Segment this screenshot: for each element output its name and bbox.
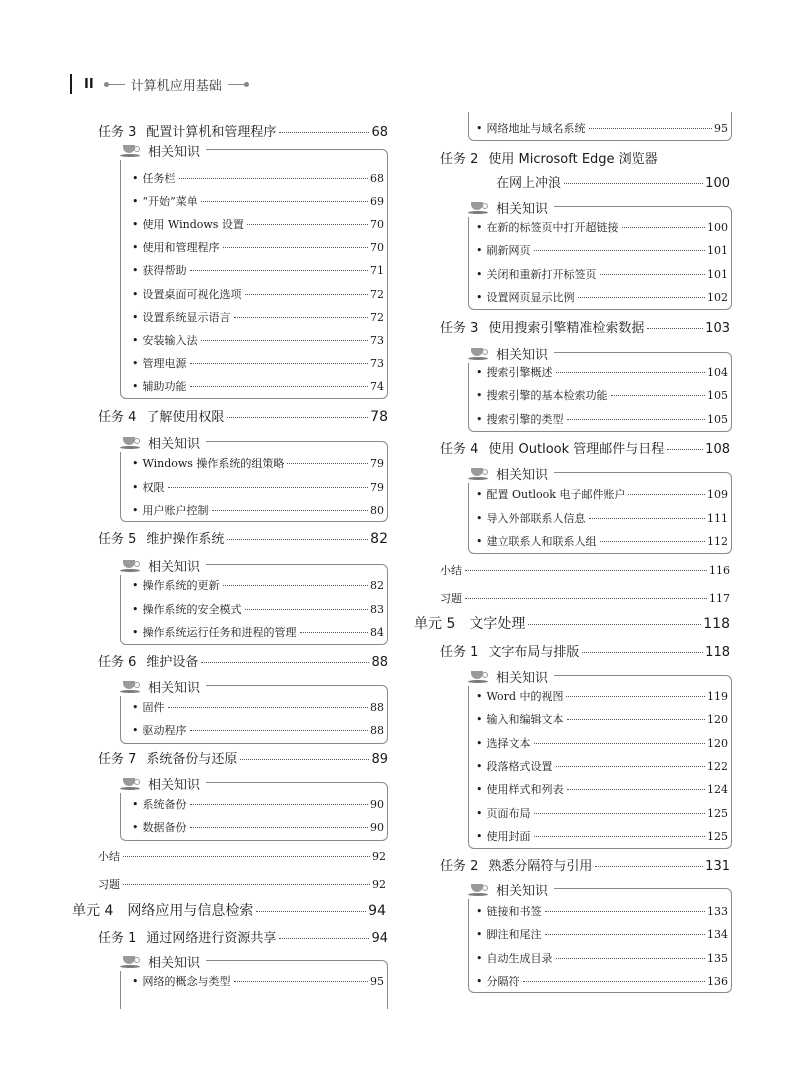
toc-item[interactable]: • 页面布局 125 [476, 805, 728, 821]
toc-task[interactable]: 任务 1 通过网络进行资源共享 94 [98, 931, 388, 946]
toc-item[interactable]: • 使用样式和列表 124 [476, 781, 728, 797]
toc-item[interactable]: • 任务栏 68 [132, 170, 384, 186]
toc-item[interactable]: • 使用 Windows 设置 70 [132, 216, 384, 232]
coffee-cup-icon [120, 144, 140, 158]
toc-item[interactable]: • 固件 88 [132, 699, 384, 715]
toc-task[interactable]: 任务 2 熟悉分隔符与引用 131 [440, 859, 730, 874]
related-knowledge-header: 相关知识 [120, 433, 206, 452]
toc-item[interactable]: • 使用和管理程序 70 [132, 239, 384, 255]
toc-item[interactable]: • 分隔符 136 [476, 973, 728, 989]
header-ornament-right [228, 82, 249, 87]
toc-item[interactable]: • 使用封面 125 [476, 828, 728, 844]
related-knowledge-header: 相关知识 [468, 198, 554, 217]
header-bar [70, 74, 72, 94]
toc-item[interactable]: • “开始”菜单 69 [132, 193, 384, 209]
toc-item[interactable]: • 操作系统的更新 82 [132, 577, 384, 593]
toc-item[interactable]: • 建立联系人和联系人组 112 [476, 533, 728, 549]
coffee-cup-icon [468, 883, 488, 897]
toc-item[interactable]: • 在新的标签页中打开超链接 100 [476, 219, 728, 235]
toc-task[interactable]: 在网上冲浪 100 [496, 176, 730, 191]
toc-item[interactable]: • 选择文本 120 [476, 735, 728, 751]
toc-task[interactable]: 任务 3 使用搜索引擎精准检索数据 103 [440, 321, 730, 336]
toc-item[interactable]: • 设置系统显示语言 72 [132, 309, 384, 325]
toc-item[interactable]: • 关闭和重新打开标签页 101 [476, 266, 728, 282]
toc-task[interactable]: 任务 3 配置计算机和管理程序 68 [98, 125, 388, 140]
coffee-cup-icon [468, 670, 488, 684]
related-knowledge-header: 相关知识 [468, 464, 554, 483]
related-knowledge-header: 相关知识 [468, 344, 554, 363]
toc-item[interactable]: • 安装输入法 73 [132, 332, 384, 348]
toc-item[interactable]: • 导入外部联系人信息 111 [476, 510, 728, 526]
related-knowledge-header: 相关知识 [468, 880, 554, 899]
coffee-cup-icon [468, 201, 488, 215]
toc-summary[interactable]: 小结 92 [98, 850, 386, 863]
toc-item[interactable]: • 操作系统的安全模式 83 [132, 601, 384, 617]
coffee-cup-icon [468, 347, 488, 361]
coffee-cup-icon [120, 777, 140, 791]
toc-task[interactable]: 任务 4 使用 Outlook 管理邮件与日程 108 [440, 442, 730, 457]
toc-summary[interactable]: 小结 116 [440, 564, 730, 577]
toc-item[interactable]: • 管理电源 73 [132, 355, 384, 371]
toc-item[interactable]: • 网络的概念与类型 95 [132, 973, 384, 989]
toc-item[interactable]: • 配置 Outlook 电子邮件账户 109 [476, 486, 728, 502]
toc-task[interactable]: 任务 7 系统备份与还原 89 [98, 752, 388, 767]
toc-item[interactable]: • 自动生成目录 135 [476, 950, 728, 966]
coffee-cup-icon [120, 680, 140, 694]
toc-item[interactable]: • 设置桌面可视化选项 72 [132, 286, 384, 302]
related-knowledge-header: 相关知识 [120, 141, 206, 160]
coffee-cup-icon [120, 436, 140, 450]
toc-unit[interactable]: 单元 5 文字处理 118 [414, 616, 730, 632]
toc-item[interactable]: • 链接和书签 133 [476, 903, 728, 919]
toc-item[interactable]: • 网络地址与域名系统 95 [476, 120, 728, 136]
page-header [70, 74, 255, 94]
toc-item[interactable]: • 刷新网页 101 [476, 242, 728, 258]
related-knowledge-header: 相关知识 [120, 774, 206, 793]
toc-task[interactable]: 任务 5 维护操作系统 82 [98, 531, 388, 547]
coffee-cup-icon [120, 955, 140, 969]
toc-item[interactable]: • Word 中的视图 119 [476, 688, 728, 704]
toc-exercises[interactable]: 习题 117 [440, 592, 730, 605]
toc-item[interactable]: • 用户账户控制 80 [132, 502, 384, 518]
coffee-cup-icon [468, 467, 488, 481]
toc-task[interactable]: 任务 4 了解使用权限 78 [98, 409, 388, 425]
toc-item[interactable]: • 搜索引擎的类型 105 [476, 411, 728, 427]
toc-item[interactable]: • 数据备份 90 [132, 819, 384, 835]
toc-item[interactable]: • 操作系统运行任务和进程的管理 84 [132, 624, 384, 640]
toc-item[interactable]: • 权限 79 [132, 479, 384, 495]
toc-unit[interactable]: 单元 4 网络应用与信息检索 94 [72, 903, 386, 919]
toc-item[interactable]: • 获得帮助 71 [132, 262, 384, 278]
toc-item[interactable]: • 设置网页显示比例 102 [476, 289, 728, 305]
toc-task[interactable]: 任务 1 文字布局与排版 118 [440, 645, 730, 660]
toc-item[interactable]: • 段落格式设置 122 [476, 758, 728, 774]
header-ornament-left [104, 82, 125, 87]
related-knowledge-header: 相关知识 [468, 667, 554, 686]
toc-task-title-line1[interactable]: 任务 2 使用 Microsoft Edge 浏览器 [440, 152, 658, 167]
toc-item[interactable]: • 输入和编辑文本 120 [476, 711, 728, 727]
toc-item[interactable]: • Windows 操作系统的组策略 79 [132, 455, 384, 471]
page-number: II [84, 76, 94, 92]
toc-item[interactable]: • 辅助功能 74 [132, 378, 384, 394]
related-knowledge-header: 相关知识 [120, 952, 206, 971]
related-knowledge-header: 相关知识 [120, 677, 206, 696]
toc-task[interactable]: 任务 6 维护设备 88 [98, 655, 388, 670]
related-knowledge-header: 相关知识 [120, 556, 206, 575]
book-title: 计算机应用基础 [130, 78, 222, 94]
toc-item[interactable]: • 搜索引擎的基本检索功能 105 [476, 387, 728, 403]
toc-item[interactable]: • 搜索引擎概述 104 [476, 364, 728, 380]
toc-item[interactable]: • 系统备份 90 [132, 796, 384, 812]
coffee-cup-icon [120, 559, 140, 573]
toc-item[interactable]: • 驱动程序 88 [132, 722, 384, 738]
toc-item[interactable]: • 脚注和尾注 134 [476, 926, 728, 942]
toc-exercises[interactable]: 习题 92 [98, 878, 386, 891]
